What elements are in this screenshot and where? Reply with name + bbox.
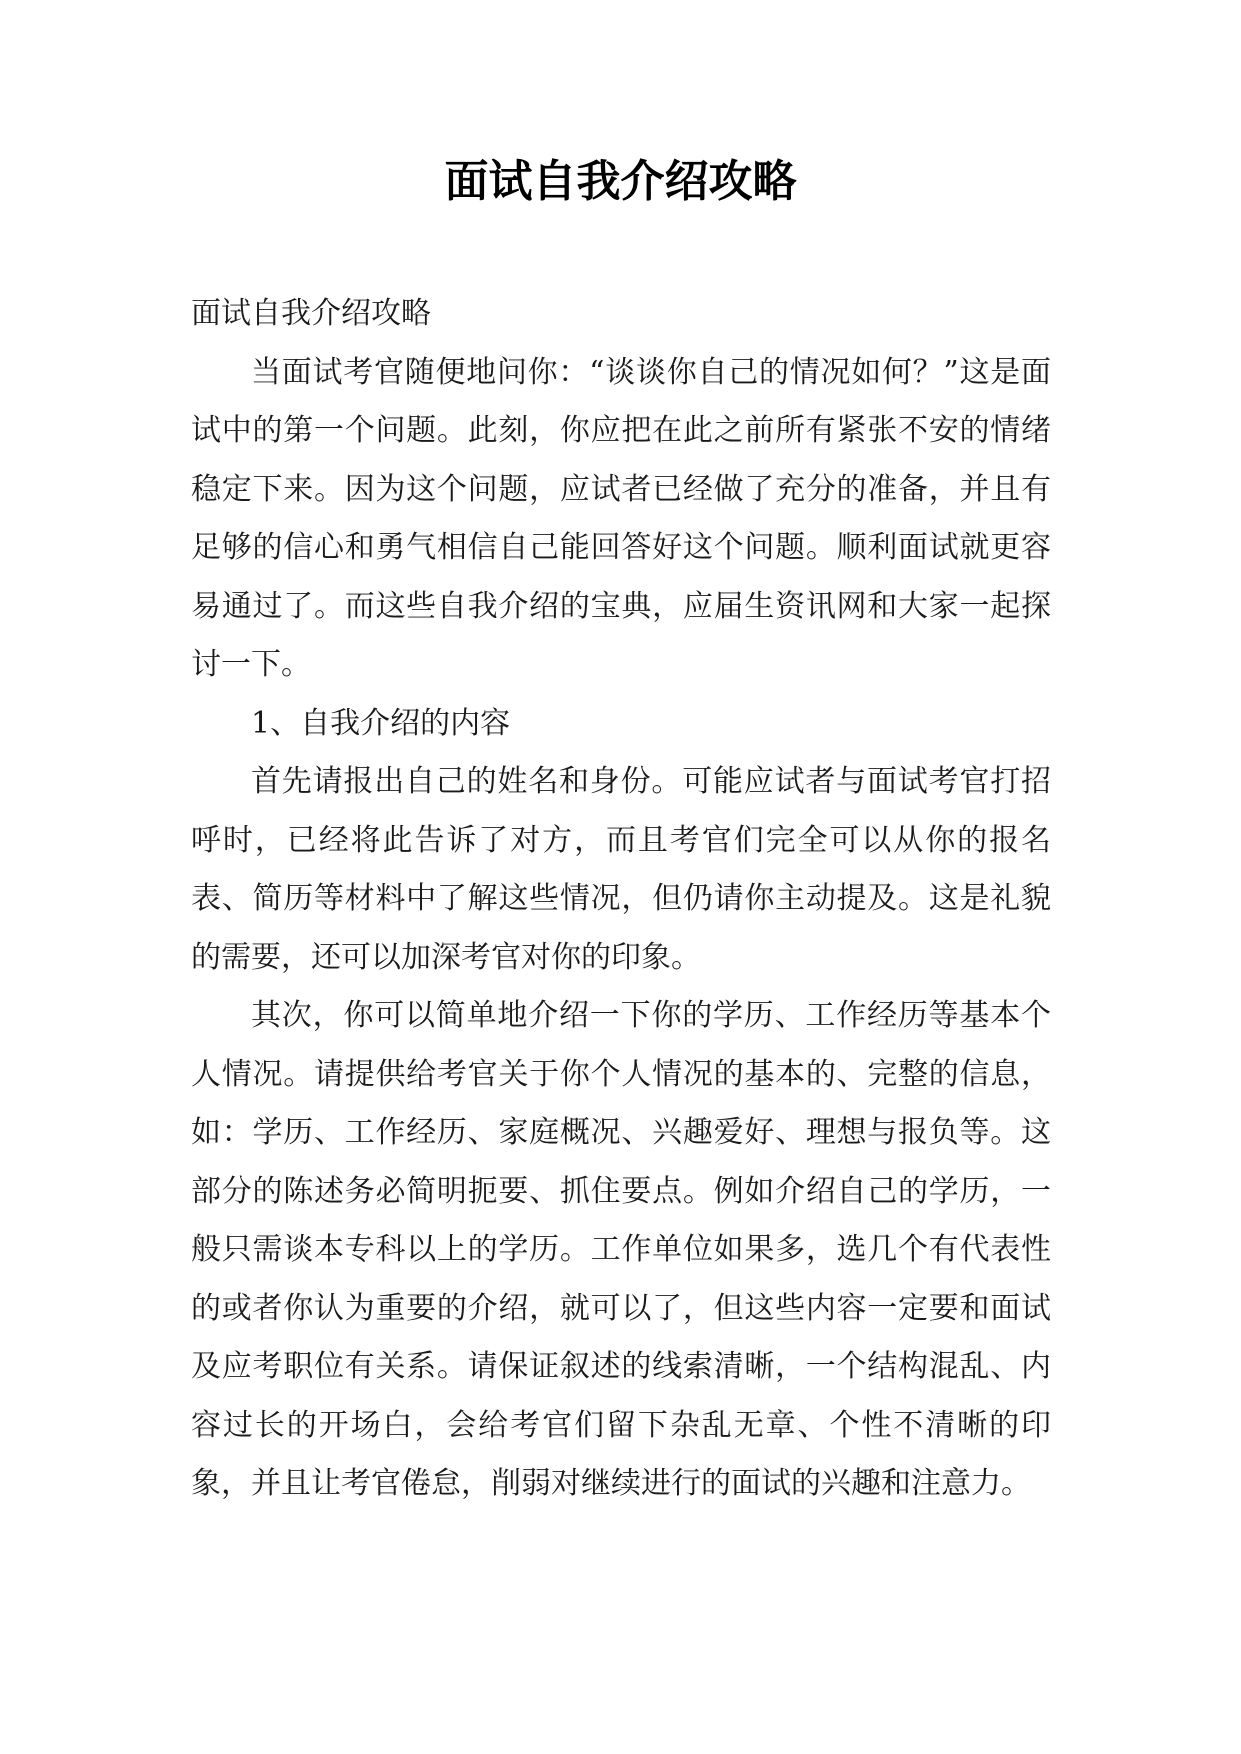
document-title: 面试自我介绍攻略: [444, 156, 797, 207]
paragraph-first: 首先请报出自己的姓名和身份。可能应试者与面试考官打招呼时，已经将此告诉了对方，而且考官们完全可以从你的报名表、简历等材料中了解这些情况，但仍请你主动提及。这是礼貌的需要，还可以加深考官对你的印象。: [191, 764, 1051, 975]
document-body: [191, 285, 1051, 1514]
paragraph-second: 其次，你可以简单地介绍一下你的学历、工作经历等基本个人情况。请提供给考官关于你个人情况的基本的、完整的信息，如：学历、工作经历、家庭概况、兴趣爱好、理想与报负等。这部分的陈述务必简明扼要、抓住要点。例如介绍自己的学历，一般只需谈本专科以上的学历。工作单位如果多，选几个有代表性的或者你认为重要的介绍，就可以了，但这些内容一定要和面试及应考职位有关系。请保证叙述的线索清晰，一个结构混乱、内容过长的开场白，会给考官们留下杂乱无章、个性不清晰的印象，并且让考官倦怠，削弱对继续进行的面试的兴趣和注意力。: [191, 998, 1051, 1501]
paragraph-heading: 面试自我介绍攻略: [191, 296, 431, 331]
paragraph-intro: 当面试考官随便地问你：“谈谈你自己的情况如何？”这是面试中的第一个问题。此刻，你应把在此之前所有紧张不安的情绪稳定下来。因为这个问题，应试者已经做了充分的准备，并且有足够的信心和勇气相信自己能回答好这个问题。顺利面试就更容易通过了。而这些自我介绍的宝典，应届生资讯网和大家一起探讨一下。: [191, 354, 1051, 682]
section-heading-content: 1、自我介绍的内容: [251, 705, 511, 741]
